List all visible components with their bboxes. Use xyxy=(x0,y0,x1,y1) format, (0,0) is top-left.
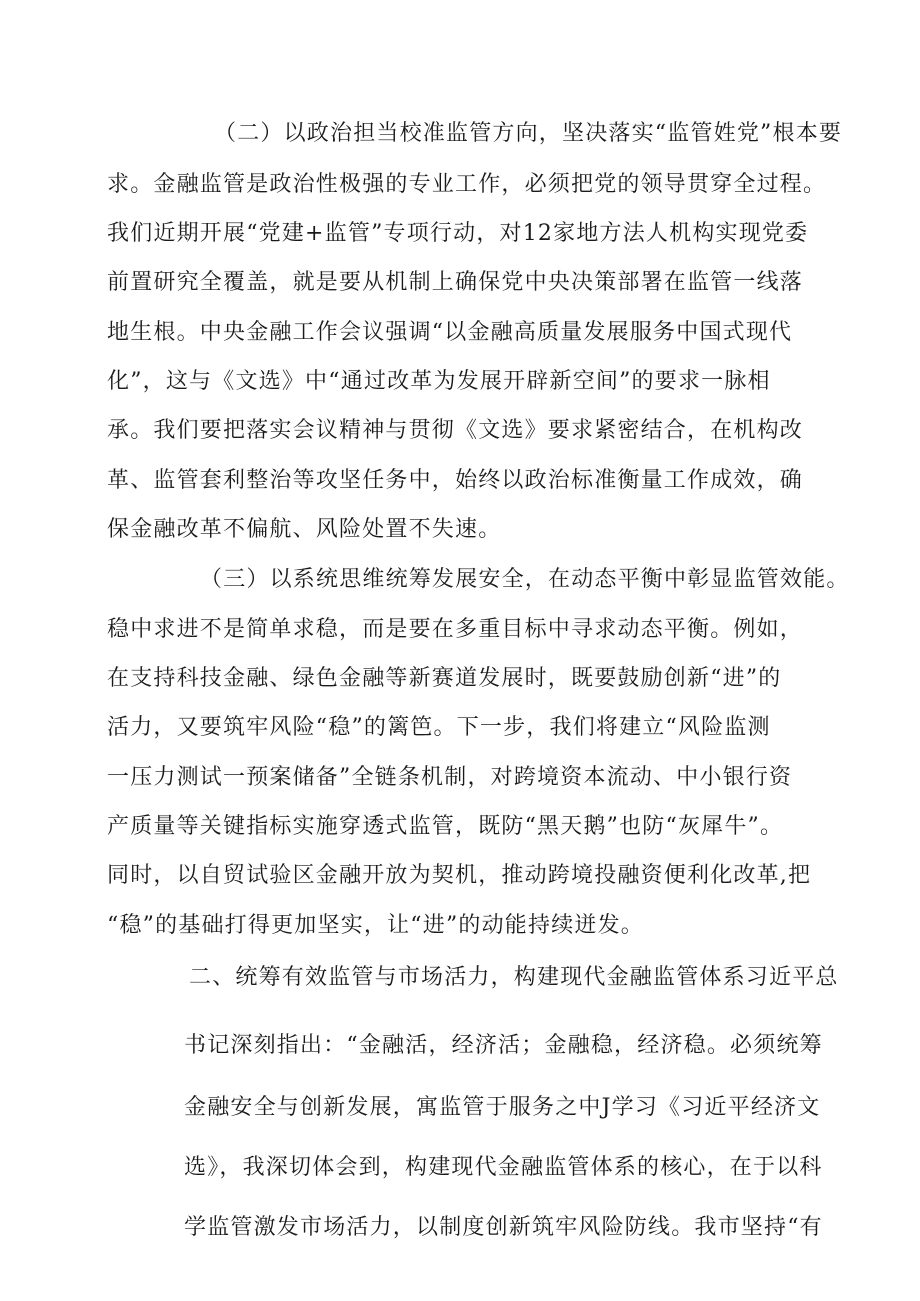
section-3-line-6: 产质量等关键指标实施穿透式监管，既防“黑天鹅”也防“灰犀牛”。 xyxy=(107,814,784,839)
section-3-line-8: “稳”的基础打得更加坚实，让“进”的动能持续迸发。 xyxy=(107,913,644,938)
section-2-line-4: 前置研究全覆盖，就是要从机制上确保党中央决策部署在监管一线落 xyxy=(107,270,804,295)
section-2-line-7: 承。我们要把落实会议精神与贯彻《文选》要求紧密结合，在机构改 xyxy=(107,418,804,443)
section-3-line-1: （三）以系统思维统筹发展安全，在动态平衡中彰显监管效能。 xyxy=(200,567,850,592)
section-3-line-5: 一压力测试一预案储备”全链条机制，对跨境资本流动、中小银行资 xyxy=(107,765,793,790)
section-2-line-2: 求。金融监管是政治性极强的专业工作，必须把党的领导贯穿全过程。 xyxy=(107,172,827,197)
part-2-line-5: 学监管激发市场活力，以制度创新筑牢风险防线。我市坚持“有 xyxy=(184,1215,823,1240)
section-2-line-3: 我们近期开展“党建+监管”专项行动，对12家地方法人机构实现党委 xyxy=(107,221,809,246)
section-2-line-9: 保金融改革不偏航、风险处置不失速。 xyxy=(107,517,502,542)
part-2-line-2: 书记深刻指出：“金融活，经济活；金融稳，经济稳。必须统筹 xyxy=(184,1033,823,1058)
section-3-line-4: 活力，又要筑牢风险“稳”的篱笆。下一步，我们将建立“风险监测 xyxy=(107,715,771,740)
section-3-line-2: 稳中求进不是简单求稳，而是要在多重目标中寻求动态平衡。例如， xyxy=(107,617,804,642)
part-2-line-3: 金融安全与创新发展，寓监管于服务之中J学习《习近平经济文 xyxy=(184,1095,821,1120)
part-2-line-4: 选》，我深切体会到，构建现代金融监管体系的核心，在于以科 xyxy=(184,1155,823,1180)
section-3-line-7: 同时，以自贸试验区金融开放为契机，推动跨境投融资便利化改革,把 xyxy=(107,863,812,888)
section-3-line-3: 在支持科技金融、绿色金融等新赛道发展时，既要鼓励创新“进”的 xyxy=(107,666,782,691)
section-2-line-5: 地生根。中央金融工作会议强调“以金融高质量发展服务中国式现代 xyxy=(107,320,793,345)
part-2-line-1: 二、统筹有效监管与市场活力，构建现代金融监管体系习近平总 xyxy=(189,965,839,990)
section-2-line-1: （二）以政治担当校准监管方向，坚决落实“监管姓党”根本要 xyxy=(214,121,843,146)
section-2-line-8: 革、监管套利整治等攻坚任务中，始终以政治标准衡量工作成效，确 xyxy=(107,468,804,493)
section-2-line-6: 化”，这与《文选》中“通过改革为发展开辟新空间”的要求一脉相 xyxy=(107,369,771,394)
